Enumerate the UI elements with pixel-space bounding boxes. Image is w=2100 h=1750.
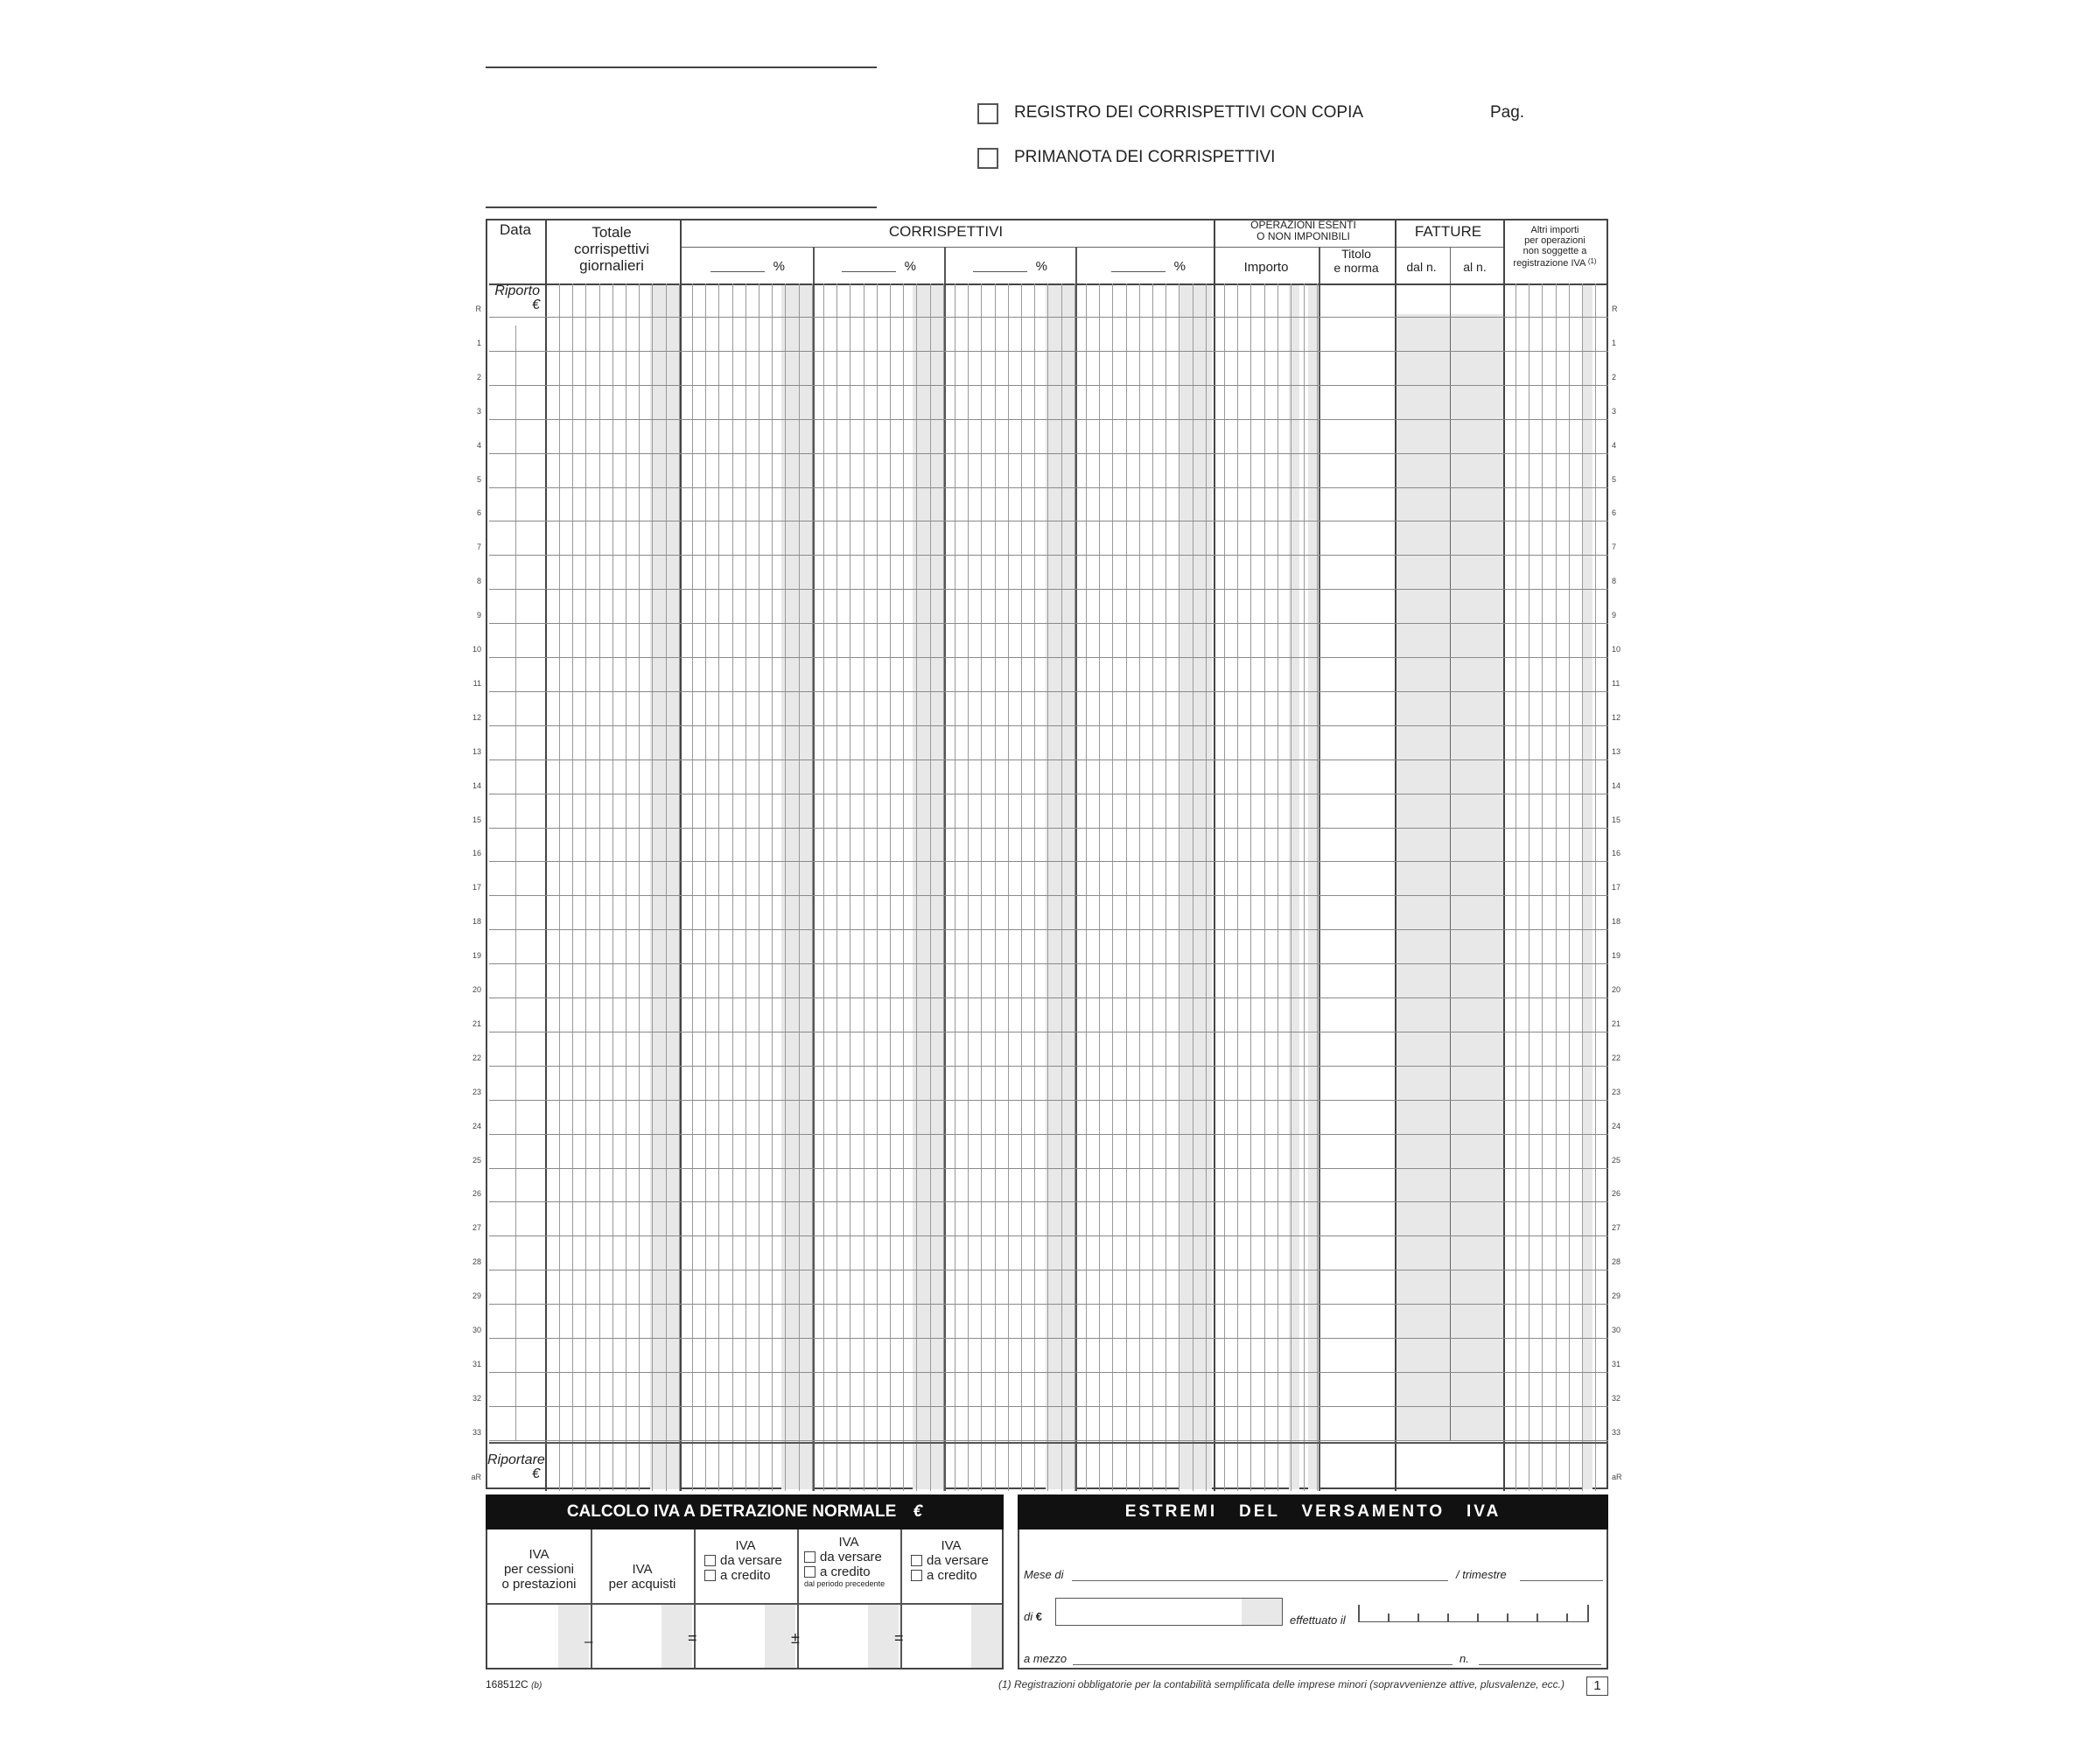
- header-altri-l2: per operazioni: [1524, 235, 1586, 246]
- digit-line: [1206, 284, 1207, 1491]
- header-esenti-l1: OPERAZIONI ESENTI: [1250, 219, 1356, 231]
- calcolo-amount-field-3[interactable]: [694, 1605, 797, 1668]
- row-number-left: 32: [472, 1394, 481, 1403]
- rate-underline: [973, 271, 1027, 272]
- row-number-left: 14: [472, 781, 481, 790]
- header-totale: [545, 224, 678, 274]
- row-line: [489, 1440, 1608, 1441]
- checkbox-primanota[interactable]: [977, 148, 998, 169]
- digit-line: [1061, 284, 1062, 1491]
- calcolo-col3-opt2-text: a credito: [720, 1568, 771, 1583]
- header-titolo: [1319, 247, 1394, 275]
- date-input[interactable]: [1358, 1605, 1589, 1622]
- row-line: [489, 725, 1608, 726]
- row-number-right: 19: [1612, 951, 1621, 960]
- date-tick: [1536, 1614, 1538, 1622]
- percent-label: %: [773, 259, 785, 274]
- row-number-right: 29: [1612, 1292, 1621, 1300]
- row-line: [489, 589, 1608, 590]
- row-number-left: 29: [472, 1292, 481, 1300]
- digit-line: [930, 284, 931, 1491]
- row-line: [489, 861, 1608, 862]
- column-separator: [1503, 220, 1505, 1491]
- mese-input[interactable]: [1072, 1580, 1448, 1581]
- digit-line: [785, 284, 786, 1491]
- rate-field-2[interactable]: [837, 259, 916, 276]
- digit-line: [1569, 284, 1570, 1491]
- header-altri: [1503, 225, 1606, 269]
- digit-line: [572, 284, 573, 1491]
- digit-line: [639, 284, 640, 1491]
- operator-plusminus: ±: [791, 1629, 800, 1647]
- row-line: [489, 521, 1608, 522]
- row-number-right: 21: [1612, 1019, 1621, 1028]
- row-number-left: 26: [472, 1189, 481, 1198]
- row-number-right: 18: [1612, 917, 1621, 926]
- row-line: [489, 453, 1608, 454]
- calcolo-amount-field-2[interactable]: [591, 1605, 694, 1668]
- digit-line: [1074, 284, 1075, 1491]
- digit-line: [772, 284, 773, 1491]
- digit-line: [968, 284, 969, 1491]
- row-number-left: 27: [472, 1223, 481, 1232]
- riportare-label: [487, 1452, 545, 1481]
- digit-line: [1317, 284, 1318, 1491]
- column-separator: [1214, 220, 1215, 1491]
- percent-label: %: [1035, 259, 1047, 274]
- mezzo-label: a mezzo: [1024, 1652, 1068, 1665]
- row-number-left: 9: [476, 611, 481, 620]
- row-number-right: 24: [1612, 1122, 1621, 1130]
- digit-line: [1008, 284, 1009, 1491]
- digit-line: [1595, 284, 1596, 1491]
- digit-line: [1112, 284, 1113, 1491]
- row-number-left: 1: [476, 339, 481, 347]
- row-line: [489, 691, 1608, 692]
- form-code: [486, 1678, 542, 1690]
- calcolo-col5: [900, 1538, 1002, 1583]
- row-number-left: 23: [472, 1088, 481, 1096]
- date-tick: [1507, 1614, 1508, 1622]
- header-fatture: FATTURE: [1414, 223, 1482, 240]
- calcolo-col3-opt2[interactable]: [694, 1568, 797, 1583]
- row-number-right: 9: [1612, 611, 1617, 620]
- option-registro-label: REGISTRO DEI CORRISPETTIVI CON COPIA: [1014, 103, 1364, 122]
- calcolo-col1-l3: o prestazioni: [501, 1577, 577, 1592]
- digit-line: [1047, 284, 1048, 1491]
- riporto-text: Riporto: [494, 284, 540, 298]
- row-line: [489, 1134, 1608, 1135]
- row-line: [489, 1100, 1608, 1101]
- digit-line: [812, 284, 813, 1491]
- row-line: [489, 828, 1608, 829]
- row-number-right: 3: [1612, 407, 1617, 416]
- row-number-right: 16: [1612, 849, 1621, 858]
- form-code-suffix: (b): [531, 1681, 542, 1690]
- checkbox-c4-versare[interactable]: [804, 1551, 816, 1563]
- row-number-right: 13: [1612, 747, 1621, 756]
- numero-label: n.: [1460, 1652, 1469, 1665]
- row-number-right: 5: [1612, 475, 1617, 484]
- calcolo-col4-opt2-text: a credito: [820, 1564, 871, 1579]
- calcolo-amount-field-4[interactable]: [797, 1605, 900, 1668]
- digit-line: [1582, 284, 1583, 1491]
- trimestre-label: / trimestre: [1456, 1568, 1507, 1581]
- digit-line: [1529, 284, 1530, 1491]
- digit-line: [599, 284, 600, 1491]
- operator-equals-1: =: [688, 1629, 697, 1647]
- fatture-subcolumn-separator: [1450, 247, 1451, 1440]
- riporto-euro: €: [532, 298, 540, 312]
- data-subcolumn-line: [515, 326, 516, 1440]
- calcolo-col1: [487, 1547, 591, 1592]
- row-number-left: 19: [472, 951, 481, 960]
- row-number-right: 26: [1612, 1189, 1621, 1198]
- riporto-label: [487, 284, 540, 312]
- row-number-right: 10: [1612, 645, 1621, 654]
- header-altri-l3: non soggette a: [1522, 246, 1587, 256]
- versamento-title: ESTREMI DEL VERSAMENTO IVA: [1124, 1502, 1502, 1521]
- rate-underline: [710, 271, 765, 272]
- column-separator: [680, 220, 682, 1491]
- header-corrispettivi: CORRISPETTIVI: [888, 223, 1004, 240]
- row-number-left: 10: [472, 645, 481, 654]
- digit-line: [679, 284, 680, 1491]
- header-esenti-l2: O NON IMPONIBILI: [1256, 230, 1350, 242]
- row-number-left: 31: [472, 1360, 481, 1368]
- date-tick: [1358, 1605, 1360, 1622]
- digit-line: [1021, 284, 1022, 1491]
- row-number-left: 2: [476, 373, 481, 382]
- calcolo-col4-opt2[interactable]: [797, 1564, 900, 1579]
- digit-line: [955, 284, 956, 1491]
- row-number-left: 16: [472, 849, 481, 858]
- header-fatture-al: al n.: [1463, 260, 1487, 274]
- row-number-left: 22: [472, 1054, 481, 1062]
- name-line-top[interactable]: [486, 66, 877, 68]
- date-tick: [1447, 1614, 1449, 1622]
- row-number-right: 20: [1612, 985, 1621, 994]
- checkbox-c4-credito[interactable]: [804, 1566, 816, 1578]
- date-tick: [1418, 1614, 1419, 1622]
- row-number-right: 22: [1612, 1054, 1621, 1062]
- shaded-cents-column: [1046, 284, 1075, 1489]
- checkbox-c3-credito[interactable]: [704, 1570, 716, 1581]
- row-number-left: 24: [472, 1122, 481, 1130]
- operator-equals-2: =: [894, 1629, 904, 1647]
- row-number-left: 5: [476, 475, 481, 484]
- header-totale-l2: corrispettivi: [574, 241, 649, 257]
- digit-line: [903, 284, 904, 1491]
- calcolo-col5-opt1-text: da versare: [927, 1553, 989, 1568]
- digit-line: [1542, 284, 1543, 1491]
- row-line: [489, 1406, 1608, 1407]
- calcolo-col3: [694, 1538, 797, 1583]
- row-line: [489, 929, 1608, 930]
- row-line: [489, 1201, 1608, 1202]
- row-number-left: 6: [476, 508, 481, 517]
- calcolo-col1-l1: IVA: [528, 1547, 550, 1562]
- date-tick: [1388, 1614, 1390, 1622]
- calcolo-col4: [797, 1535, 900, 1589]
- row-number-left: 12: [472, 713, 481, 722]
- row-number-left: 11: [472, 679, 481, 688]
- page-label: Pag.: [1490, 103, 1525, 122]
- digit-line: [1152, 284, 1153, 1491]
- mezzo-input[interactable]: [1073, 1664, 1452, 1665]
- rate-underline: [842, 271, 896, 272]
- amount-input-shade: [1242, 1599, 1282, 1625]
- row-line: [489, 895, 1608, 896]
- calcolo-col4-l1: IVA: [838, 1535, 859, 1550]
- page-number: 1: [1593, 1678, 1601, 1693]
- row-line: [489, 555, 1608, 556]
- digit-line: [823, 284, 824, 1491]
- row-number-right: 25: [1612, 1156, 1621, 1165]
- riportare-euro: €: [532, 1466, 540, 1481]
- header-altri-l4: [1503, 256, 1606, 269]
- date-baseline: [1358, 1621, 1589, 1623]
- calcolo-title: CALCOLO IVA A DETRAZIONE NORMALE: [566, 1502, 897, 1521]
- footnote-text: (1) Registrazioni obbligatorie per la contabilità semplificata delle imprese minori (sopravvenienze attive, plusvalenze, ecc.): [998, 1678, 1564, 1690]
- numero-input[interactable]: [1479, 1664, 1601, 1665]
- calcolo-col5-opt1[interactable]: [900, 1553, 1002, 1568]
- di-euro: €: [1035, 1610, 1042, 1623]
- row-line: [489, 1372, 1608, 1373]
- header-data: Data: [500, 221, 531, 238]
- row-number-right: R: [1612, 304, 1618, 313]
- digit-line: [836, 284, 837, 1491]
- column-separator: [545, 220, 547, 1491]
- header-altri-l4-text: registrazione IVA: [1513, 258, 1586, 269]
- row-number-left: 30: [472, 1326, 481, 1334]
- rate-field-1[interactable]: [706, 259, 785, 276]
- calcolo-col4-note: dal periodo precedente: [804, 1579, 886, 1588]
- row-number-left: 7: [476, 542, 481, 551]
- digit-line: [943, 284, 944, 1491]
- row-line: [489, 419, 1608, 420]
- option-primanota-label: PRIMANOTA DEI CORRISPETTIVI: [1014, 148, 1276, 166]
- di-label: [1024, 1610, 1042, 1623]
- calcolo-col4-opt1[interactable]: [797, 1550, 900, 1564]
- row-number-left: 4: [476, 441, 481, 450]
- row-line: [489, 1168, 1608, 1169]
- header-titolo-l1: Titolo: [1341, 247, 1371, 261]
- versamento-title-bar: [1018, 1494, 1608, 1530]
- row-number-left: 33: [472, 1428, 481, 1437]
- date-tick: [1587, 1605, 1589, 1622]
- calcolo-col3-opt1-text: da versare: [720, 1553, 782, 1568]
- calcolo-col3-opt1[interactable]: [694, 1553, 797, 1568]
- row-number-left: 28: [472, 1257, 481, 1266]
- calcolo-title-bar: [486, 1494, 1004, 1530]
- shaded-cents-column: [781, 284, 813, 1489]
- operator-minus: –: [584, 1633, 593, 1649]
- row-number-right: 7: [1612, 542, 1617, 551]
- row-number-left: 13: [472, 747, 481, 756]
- row-number-right: 32: [1612, 1394, 1621, 1403]
- rate-underline: [1111, 271, 1166, 272]
- row-number-right: aR: [1612, 1473, 1622, 1481]
- date-tick: [1477, 1614, 1479, 1622]
- row-number-left: R: [475, 304, 481, 313]
- name-line-bottom[interactable]: [486, 206, 877, 208]
- calcolo-col2-l2: per acquisti: [608, 1577, 676, 1592]
- checkbox-c5-versare[interactable]: [911, 1555, 922, 1566]
- percent-label: %: [1173, 259, 1186, 274]
- row-number-right: 6: [1612, 508, 1617, 517]
- riportare-text: Riportare: [487, 1452, 545, 1467]
- digit-line: [1099, 284, 1100, 1491]
- digit-line: [995, 284, 996, 1491]
- row-number-left: 8: [476, 577, 481, 585]
- form-code-text: 168512C: [486, 1678, 528, 1690]
- row-line: [489, 623, 1608, 624]
- row-number-right: 27: [1612, 1223, 1621, 1232]
- digit-line: [1139, 284, 1140, 1491]
- row-number-right: 28: [1612, 1257, 1621, 1266]
- row-line: [489, 317, 1608, 318]
- row-number-right: 31: [1612, 1360, 1621, 1368]
- digit-line: [1556, 284, 1557, 1491]
- digit-line: [1086, 284, 1087, 1491]
- rate-field-4[interactable]: [1100, 259, 1186, 276]
- digit-line: [916, 284, 917, 1491]
- header-bottom-line: [489, 284, 1608, 285]
- calcolo-euro: €: [913, 1502, 923, 1521]
- row-line: [489, 963, 1608, 964]
- digit-line: [666, 284, 667, 1491]
- shaded-cents-column: [913, 284, 944, 1489]
- percent-label: %: [904, 259, 916, 274]
- row-number-right: 2: [1612, 373, 1617, 382]
- row-line: [489, 351, 1608, 352]
- row-number-left: 3: [476, 407, 481, 416]
- checkbox-c5-credito[interactable]: [911, 1570, 922, 1581]
- row-number-right: 4: [1612, 441, 1617, 450]
- digit-line: [692, 284, 693, 1491]
- corrispettivi-sub-header-line: [682, 247, 1214, 248]
- calcolo-col2: [591, 1562, 694, 1592]
- digit-line: [732, 284, 733, 1491]
- di-text: di: [1024, 1610, 1033, 1623]
- digit-line: [612, 284, 613, 1491]
- digit-line: [1126, 284, 1127, 1491]
- row-number-right: 23: [1612, 1088, 1621, 1096]
- calcolo-col4-opt1-text: da versare: [820, 1550, 882, 1564]
- shaded-cents-column: [1179, 284, 1212, 1489]
- digit-line: [652, 284, 653, 1491]
- digit-line: [705, 284, 706, 1491]
- row-number-left: 15: [472, 816, 481, 824]
- header-totale-l3: giornalieri: [579, 257, 644, 274]
- page-number-box: [1586, 1676, 1608, 1696]
- row-number-right: 30: [1612, 1326, 1621, 1334]
- calcolo-col5-opt2-text: a credito: [927, 1568, 977, 1583]
- header-titolo-l2: e norma: [1334, 261, 1379, 275]
- digit-line: [759, 284, 760, 1491]
- row-number-left: 21: [472, 1019, 481, 1028]
- checkbox-registro[interactable]: [977, 103, 998, 124]
- row-number-left: 18: [472, 917, 481, 926]
- calcolo-col3-l1: IVA: [735, 1538, 756, 1553]
- calcolo-col5-l1: IVA: [941, 1538, 962, 1553]
- row-line: [489, 385, 1608, 386]
- total-row-line: [489, 1442, 1608, 1444]
- effettuato-label: effettuato il: [1290, 1614, 1346, 1627]
- digit-line: [1250, 284, 1251, 1491]
- digit-line: [1304, 284, 1305, 1491]
- shaded-cents-column: [650, 284, 680, 1489]
- row-number-right: 11: [1612, 679, 1620, 688]
- row-line: [489, 1338, 1608, 1339]
- digit-line: [799, 284, 800, 1491]
- row-number-right: 12: [1612, 713, 1621, 722]
- row-number-right: 8: [1612, 577, 1617, 585]
- row-line: [489, 487, 1608, 488]
- row-number-right: 14: [1612, 781, 1621, 790]
- digit-line: [1193, 284, 1194, 1491]
- digit-line: [877, 284, 878, 1491]
- mese-label: Mese di: [1024, 1568, 1064, 1581]
- row-line: [489, 657, 1608, 658]
- row-line: [489, 1066, 1608, 1067]
- checkbox-c3-versare[interactable]: [704, 1555, 716, 1566]
- calcolo-amount-field-1[interactable]: [487, 1605, 591, 1668]
- calcolo-col5-opt2[interactable]: [900, 1568, 1002, 1583]
- row-number-right: 1: [1612, 339, 1617, 347]
- date-tick: [1566, 1614, 1568, 1622]
- digit-line: [1291, 284, 1292, 1491]
- register-table: [486, 219, 1608, 1489]
- rate-field-3[interactable]: [969, 259, 1047, 276]
- row-number-left: 20: [472, 985, 481, 994]
- row-number-right: 17: [1612, 883, 1621, 892]
- row-number-right: 15: [1612, 816, 1621, 824]
- digit-line: [718, 284, 719, 1491]
- digit-line: [1264, 284, 1265, 1491]
- row-line: [489, 1304, 1608, 1305]
- shaded-cents-column: [1583, 284, 1592, 1489]
- digit-line: [1237, 284, 1238, 1491]
- digit-line: [559, 284, 560, 1491]
- digit-line: [1224, 284, 1225, 1491]
- row-number-left: aR: [471, 1473, 481, 1481]
- calcolo-col2-l1: IVA: [632, 1562, 653, 1577]
- digit-line: [585, 284, 586, 1491]
- digit-line: [1179, 284, 1180, 1491]
- calcolo-amount-field-5[interactable]: [900, 1605, 1002, 1668]
- column-separator: [1395, 220, 1396, 1491]
- header-fatture-dal: dal n.: [1406, 260, 1437, 274]
- header-altri-l1: Altri importi: [1530, 225, 1579, 235]
- row-number-left: 17: [472, 883, 481, 892]
- header-totale-l1: Totale: [592, 224, 632, 241]
- digit-line: [981, 284, 982, 1491]
- row-number-left: 25: [472, 1156, 481, 1165]
- footnote-marker: (1): [1587, 257, 1597, 265]
- trimestre-input[interactable]: [1520, 1580, 1603, 1581]
- header-importo: Importo: [1243, 260, 1289, 275]
- digit-line: [1034, 284, 1035, 1491]
- amount-input[interactable]: [1055, 1598, 1283, 1626]
- calcolo-col1-l2: per cessioni: [503, 1562, 575, 1577]
- digit-line: [890, 284, 891, 1491]
- header-esenti: [1214, 220, 1393, 242]
- row-number-right: 33: [1612, 1428, 1621, 1437]
